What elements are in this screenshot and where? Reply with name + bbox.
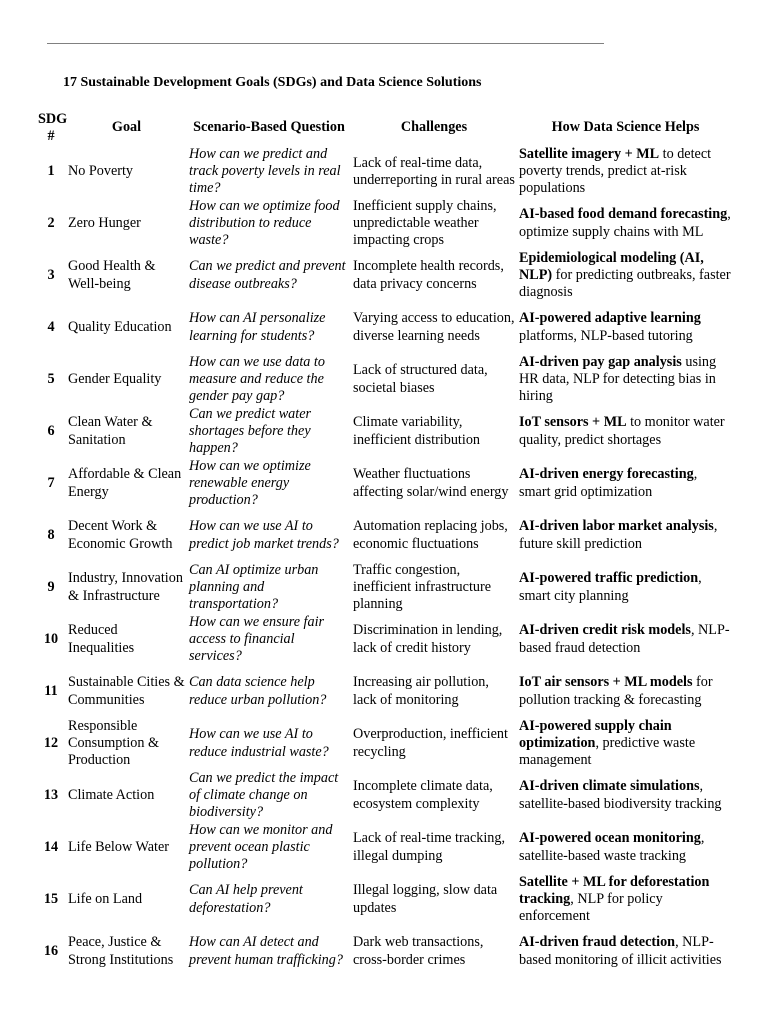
helps-text: , predictive waste management: [519, 735, 696, 769]
helps-cell: [517, 146, 734, 198]
helps-cell: [517, 510, 734, 562]
question-cell: Can we predict water shortages before they happen?: [189, 405, 312, 457]
helps-text: , smart grid optimization: [519, 466, 698, 500]
helps-text: , satellite-based waste tracking: [519, 830, 705, 864]
helps-text: , NLP-based fraud detection: [519, 622, 730, 656]
helps-text: , NLP-based monitoring of illicit activities: [519, 934, 722, 968]
sdg-number: 2: [47, 215, 55, 231]
challenges-cell: Incomplete health records, data privacy concerns: [353, 258, 504, 292]
helps-text: to detect poverty trends, predict at-risk populations: [519, 146, 712, 197]
goal-cell: Life on Land: [68, 891, 143, 907]
question-cell: How can we optimize food distribution to reduce waste?: [189, 197, 340, 249]
sdg-number: 16: [43, 943, 59, 959]
sdg-number: 15: [43, 891, 59, 907]
helps-cell: [517, 770, 734, 822]
sdg-number: 12: [43, 735, 59, 751]
goal-cell: Gender Equality: [68, 371, 162, 387]
sdg-number: 6: [47, 423, 55, 439]
helps-cell: [517, 926, 734, 978]
table-row: [36, 874, 734, 926]
helps-text: for pollution tracking & forecasting: [519, 674, 713, 708]
helps-text: using HR data, NLP for detecting bias in hiring: [519, 353, 717, 405]
table-row: [36, 718, 734, 770]
goal-cell: Decent Work & Economic Growth: [68, 518, 173, 552]
helps-highlight: AI-powered traffic prediction: [519, 570, 699, 587]
challenges-cell: Lack of real-time tracking, illegal dumping: [353, 830, 506, 864]
helps-cell: [517, 874, 734, 926]
table-row: [36, 926, 734, 978]
challenges-cell: Dark web transactions, cross-border crimes: [353, 934, 484, 968]
helps-cell: [517, 562, 734, 614]
table-row: [36, 302, 734, 354]
goal-cell: Clean Water & Sanitation: [68, 414, 153, 448]
question-cell: How can we use data to measure and reduce the gender pay gap?: [189, 353, 325, 405]
challenges-cell: Inefficient supply chains, unpredictable weather impacting crops: [353, 197, 497, 249]
header-sdg-number: SDG #: [38, 110, 68, 144]
sdg-number: 8: [47, 527, 55, 543]
sdg-number: 4: [47, 319, 55, 335]
question-cell: Can AI help prevent deforestation?: [189, 882, 303, 916]
helps-text: to monitor water quality, predict shortages: [519, 414, 725, 448]
challenges-cell: Lack of structured data, societal biases: [353, 362, 488, 396]
helps-highlight: AI-based food demand forecasting: [519, 206, 728, 223]
table-header-row: [36, 110, 734, 146]
table-row: [36, 822, 734, 874]
header-question: Scenario-Based Question: [193, 119, 345, 136]
helps-cell: [517, 354, 734, 406]
table-row: [36, 406, 734, 458]
helps-highlight: AI-driven credit risk models: [519, 622, 691, 639]
table-row: [36, 562, 734, 614]
helps-cell: [517, 458, 734, 510]
header-data-science-helps: How Data Science Helps: [551, 119, 700, 136]
helps-text: , future skill prediction: [519, 518, 718, 552]
table-body: [36, 146, 734, 978]
goal-cell: Peace, Justice & Strong Institutions: [68, 934, 174, 968]
helps-text: for predicting outbreaks, faster diagnosis: [519, 267, 731, 301]
question-cell: How can AI personalize learning for students?: [189, 310, 326, 344]
question-cell: Can data science help reduce urban pollution?: [189, 674, 327, 708]
helps-cell: [517, 406, 734, 458]
goal-cell: Sustainable Cities & Communities: [68, 674, 185, 708]
helps-highlight: AI-driven pay gap analysis: [519, 353, 682, 370]
helps-highlight: AI-driven fraud detection: [519, 934, 676, 951]
helps-text: , satellite-based biodiversity tracking: [519, 778, 722, 812]
challenges-cell: Discrimination in lending, lack of credit history: [353, 622, 503, 656]
question-cell: How can we optimize renewable energy production?: [189, 457, 311, 509]
goal-cell: Industry, Innovation & Infrastructure: [68, 570, 183, 604]
header-goal: Goal: [111, 119, 142, 136]
goal-cell: Affordable & Clean Energy: [68, 466, 182, 500]
helps-highlight: Epidemiological modeling (AI, NLP): [519, 249, 704, 283]
helps-highlight: AI-driven labor market analysis: [519, 518, 714, 535]
helps-highlight: IoT sensors + ML: [519, 414, 627, 431]
helps-cell: [517, 822, 734, 874]
sdg-number: 13: [43, 787, 59, 803]
challenges-cell: Illegal logging, slow data updates: [353, 882, 498, 916]
table-row: [36, 770, 734, 822]
sdg-number: 11: [44, 683, 58, 699]
goal-cell: Reduced Inequalities: [68, 622, 135, 656]
sdg-number: 7: [47, 475, 55, 491]
challenges-cell: Lack of real-time data, underreporting in rural areas: [353, 154, 515, 188]
challenges-cell: Automation replacing jobs, economic fluctuations: [353, 518, 508, 552]
challenges-cell: Incomplete climate data, ecosystem complexity: [353, 778, 493, 812]
question-cell: How can we monitor and prevent ocean plastic pollution?: [189, 821, 333, 873]
challenges-cell: Climate variability, inefficient distribution: [353, 414, 481, 448]
sdg-number: 9: [47, 579, 55, 595]
helps-cell: [517, 250, 734, 302]
helps-highlight: Satellite imagery + ML: [519, 146, 660, 162]
sdg-number: 1: [47, 163, 55, 180]
top-rule: [47, 43, 604, 44]
challenges-cell: Overproduction, inefficient recycling: [353, 726, 508, 760]
sdg-number: 14: [43, 839, 59, 855]
sdg-number: 10: [43, 631, 59, 647]
helps-text: , NLP for policy enforcement: [519, 891, 663, 925]
helps-text: platforms, NLP-based tutoring: [519, 327, 693, 344]
helps-cell: [517, 666, 734, 718]
sdg-number: 5: [47, 371, 55, 387]
question-cell: How can we predict and track poverty levels in real time?: [189, 146, 341, 197]
table-row: [36, 614, 734, 666]
document-title: 17 Sustainable Development Goals (SDGs) and Data Science Solutions: [63, 75, 482, 90]
question-cell: Can we predict and prevent disease outbreaks?: [189, 258, 346, 292]
helps-cell: [517, 302, 734, 354]
goal-cell: Climate Action: [68, 787, 155, 803]
sdg-number: 3: [47, 267, 55, 283]
goal-cell: Zero Hunger: [68, 215, 141, 231]
challenges-cell: Varying access to education, diverse learning needs: [353, 310, 515, 344]
helps-highlight: AI-powered supply chain optimization: [519, 717, 672, 751]
helps-text: , optimize supply chains with ML: [519, 206, 731, 240]
helps-highlight: AI-driven climate simulations: [519, 778, 700, 795]
helps-cell: [517, 718, 734, 770]
question-cell: How can we use AI to reduce industrial waste?: [189, 726, 329, 760]
table-row: [36, 354, 734, 406]
table-row: [36, 666, 734, 718]
table-row: [36, 146, 734, 198]
helps-highlight: AI-driven energy forecasting: [519, 466, 694, 483]
table-row: [36, 458, 734, 510]
question-cell: Can we predict the impact of climate change on biodiversity?: [189, 769, 339, 821]
header-challenges: Challenges: [400, 119, 468, 136]
goal-cell: No Poverty: [68, 163, 134, 180]
challenges-cell: Traffic congestion, inefficient infrastructure planning: [353, 561, 492, 613]
helps-highlight: AI-powered ocean monitoring: [519, 830, 701, 847]
challenges-cell: Increasing air pollution, lack of monitoring: [353, 674, 489, 708]
helps-highlight: Satellite + ML for deforestation tracking: [519, 873, 710, 907]
question-cell: How can we use AI to predict job market trends?: [189, 518, 339, 552]
goal-cell: Quality Education: [68, 319, 172, 335]
table-row: [36, 198, 734, 250]
question-cell: How can we ensure fair access to financial services?: [189, 613, 325, 665]
table-row: [36, 250, 734, 302]
helps-cell: [517, 614, 734, 666]
goal-cell: Responsible Consumption & Production: [68, 717, 160, 769]
question-cell: Can AI optimize urban planning and transportation?: [189, 561, 319, 613]
helps-highlight: IoT air sensors + ML models: [519, 674, 693, 691]
sdg-table: [36, 110, 734, 978]
question-cell: How can AI detect and prevent human trafficking?: [189, 934, 343, 968]
helps-cell: [517, 198, 734, 250]
helps-text: , smart city planning: [519, 570, 702, 604]
challenges-cell: Weather fluctuations affecting solar/wind energy: [353, 466, 509, 500]
goal-cell: Good Health & Well-being: [68, 258, 156, 292]
table-row: [36, 510, 734, 562]
helps-highlight: AI-powered adaptive learning: [519, 310, 701, 327]
goal-cell: Life Below Water: [68, 839, 170, 855]
